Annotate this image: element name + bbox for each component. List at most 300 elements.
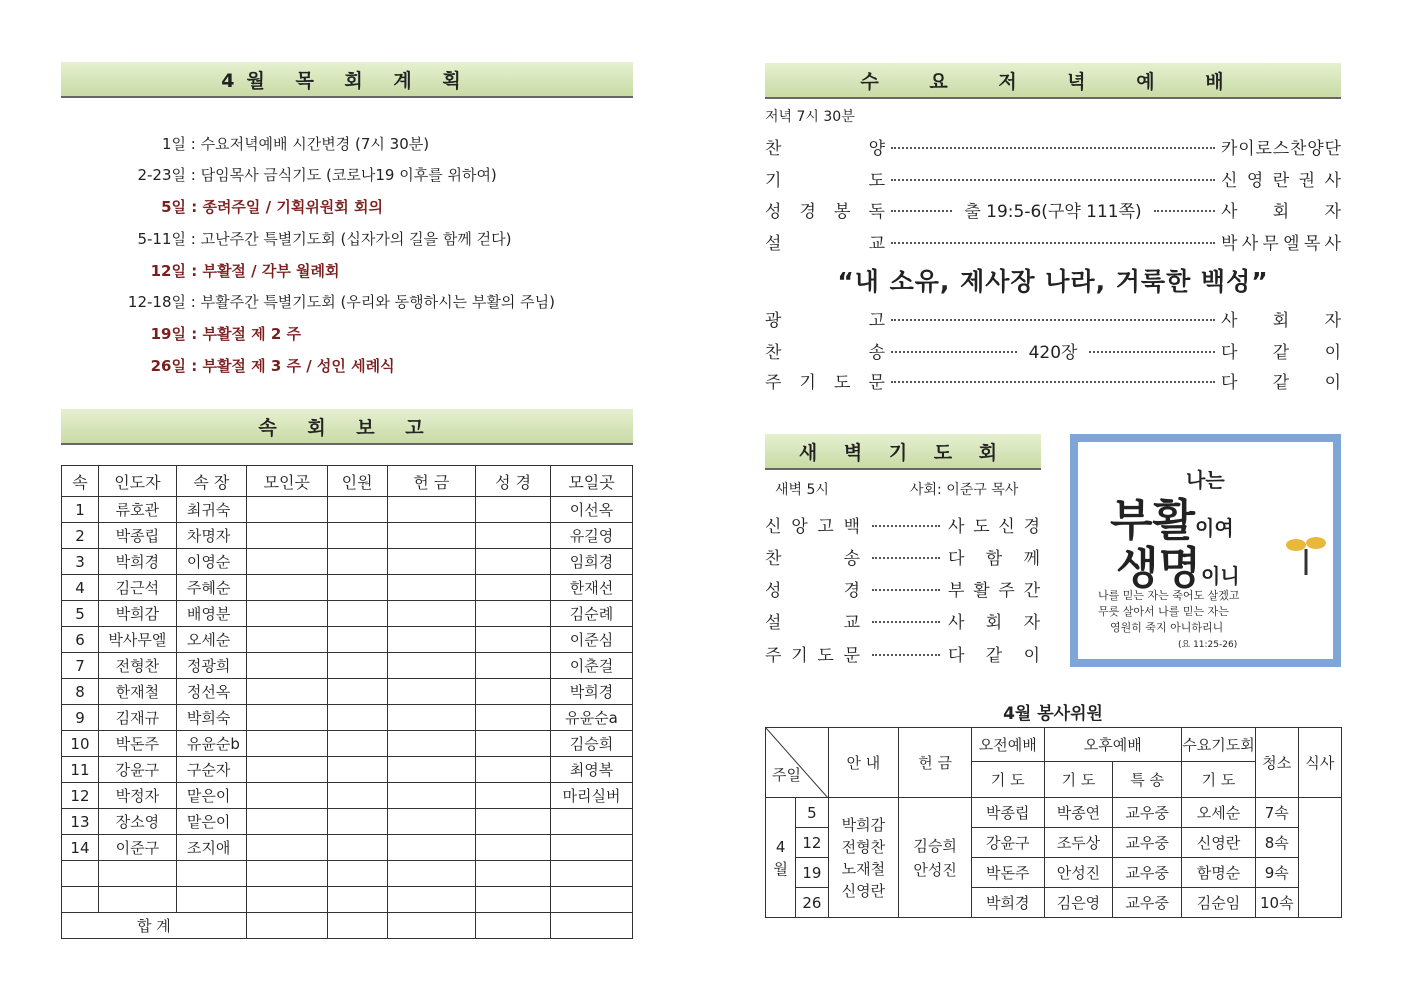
dot-leader bbox=[891, 147, 1215, 149]
pm-header: 오후예배 bbox=[1044, 728, 1181, 762]
sokhoe-row bbox=[62, 627, 633, 653]
sokhoe-header-cell: 모인곳 bbox=[246, 466, 327, 497]
worship-line bbox=[765, 134, 1341, 159]
wed-pray-cell: 함명순 bbox=[1181, 858, 1255, 888]
sokhoe-cell bbox=[246, 731, 327, 757]
am-pray-header: 기 도 bbox=[971, 762, 1044, 798]
worship-line bbox=[765, 197, 1341, 222]
sokhoe-cell bbox=[387, 523, 476, 549]
dawn-title: 새 벽 기 도 회 bbox=[765, 434, 1041, 470]
sokhoe-cell: 4 bbox=[62, 575, 99, 601]
offering-cell: 김승희 안성진 bbox=[899, 798, 972, 918]
sokhoe-cell bbox=[387, 809, 476, 835]
plan-text: 담임목사 금식기도 (코로나19 이후를 위하여) bbox=[200, 166, 497, 184]
dawn-right: 다 같 이 bbox=[948, 646, 1040, 666]
plan-sep: : bbox=[186, 135, 201, 153]
plan-sep: : bbox=[186, 325, 203, 343]
sokhoe-header-cell: 속 bbox=[62, 466, 99, 497]
sokhoe-cell bbox=[476, 679, 551, 705]
sokhoe-cell: 강윤구 bbox=[98, 757, 176, 783]
sokhoe-cell bbox=[327, 627, 387, 653]
meal-cell bbox=[1298, 798, 1342, 918]
guide-cell: 박희감 전형찬 노재철 신영란 bbox=[828, 798, 899, 918]
sokhoe-cell bbox=[327, 601, 387, 627]
sokhoe-cell: 유윤순a bbox=[551, 705, 633, 731]
sokhoe-cell: 이영순 bbox=[176, 549, 246, 575]
sokhoe-row bbox=[62, 731, 633, 757]
dawn-line bbox=[765, 512, 1040, 537]
special-cell: 교우중 bbox=[1113, 858, 1182, 888]
sokhoe-cell bbox=[327, 653, 387, 679]
worship-label: 주 기 도 문 bbox=[765, 373, 885, 393]
sokhoe-cell: 5 bbox=[62, 601, 99, 627]
dawn-line bbox=[765, 608, 1040, 633]
pm-pray-cell: 김은영 bbox=[1044, 888, 1113, 918]
offering-header: 헌 금 bbox=[899, 728, 972, 798]
plan-text: 부활절 제 2 주 bbox=[202, 325, 302, 343]
meal-header: 식사 bbox=[1298, 728, 1342, 798]
worship-mid: 420장 bbox=[1028, 343, 1078, 363]
sokhoe-cell: 최영복 bbox=[551, 757, 633, 783]
plan-sep: : bbox=[186, 357, 203, 375]
sokhoe-cell: 10 bbox=[62, 731, 99, 757]
sokhoe-row bbox=[62, 783, 633, 809]
sokhoe-cell: 마리실버 bbox=[551, 783, 633, 809]
wednesday-title: 수 요 저 녁 예 배 bbox=[765, 63, 1341, 99]
sokhoe-cell bbox=[327, 809, 387, 835]
sokhoe-row bbox=[62, 757, 633, 783]
dot-leader bbox=[891, 242, 1215, 244]
sokhoe-cell: 박사무엘 bbox=[98, 627, 176, 653]
plan-sep: : bbox=[186, 293, 201, 311]
clean-cell: 8속 bbox=[1256, 828, 1298, 858]
sokhoe-cell bbox=[327, 497, 387, 523]
sokhoe-cell: 오세순 bbox=[176, 627, 246, 653]
sokhoe-cell: 박돈주 bbox=[98, 731, 176, 757]
sokhoe-cell bbox=[476, 549, 551, 575]
sokhoe-cell bbox=[327, 679, 387, 705]
sokhoe-cell bbox=[246, 497, 327, 523]
sokhoe-cell bbox=[246, 653, 327, 679]
sokhoe-cell bbox=[387, 757, 476, 783]
sokhoe-cell: 박희경 bbox=[98, 549, 176, 575]
sokhoe-cell bbox=[246, 601, 327, 627]
pm-pray-cell: 안성진 bbox=[1044, 858, 1113, 888]
dawn-line bbox=[765, 641, 1040, 666]
day-cell: 12 bbox=[796, 828, 828, 858]
am-pray-cell: 박희경 bbox=[971, 888, 1044, 918]
plan-item bbox=[60, 228, 511, 249]
sokhoe-cell bbox=[476, 497, 551, 523]
sokhoe-cell bbox=[476, 731, 551, 757]
am-pray-cell: 박돈주 bbox=[971, 858, 1044, 888]
sokhoe-row bbox=[62, 497, 633, 523]
dawn-line bbox=[765, 576, 1040, 601]
sokhoe-cell bbox=[387, 575, 476, 601]
am-pray-cell: 박종립 bbox=[971, 798, 1044, 828]
sokhoe-header-cell: 인원 bbox=[327, 466, 387, 497]
dawn-label: 찬 송 bbox=[765, 549, 860, 569]
poster-verse2: 무릇 살아서 나를 믿는 자는 bbox=[1098, 605, 1229, 618]
worship-label: 기 도 bbox=[765, 171, 885, 191]
sokhoe-cell: 11 bbox=[62, 757, 99, 783]
dot-leader bbox=[872, 557, 940, 559]
sokhoe-cell bbox=[476, 601, 551, 627]
sokhoe-cell bbox=[246, 523, 327, 549]
plan-date: 1일 bbox=[161, 135, 186, 153]
sokhoe-cell: 김근석 bbox=[98, 575, 176, 601]
sokhoe-cell: 14 bbox=[62, 835, 99, 861]
sokhoe-cell bbox=[387, 705, 476, 731]
dot-leader bbox=[891, 351, 1017, 353]
sokhoe-cell: 이춘걸 bbox=[551, 653, 633, 679]
sokhoe-cell bbox=[327, 705, 387, 731]
am-header: 오전예배 bbox=[971, 728, 1044, 762]
worship-label: 찬 양 bbox=[765, 139, 885, 159]
dawn-label: 설 교 bbox=[765, 613, 860, 633]
sokhoe-cell bbox=[327, 549, 387, 575]
worship-right: 사 회 자 bbox=[1221, 311, 1341, 331]
wed-pray-cell: 오세순 bbox=[1181, 798, 1255, 828]
sokhoe-cell: 박희감 bbox=[98, 601, 176, 627]
worship-label: 설 교 bbox=[765, 234, 885, 254]
dot-leader bbox=[872, 654, 940, 656]
sokhoe-cell bbox=[246, 887, 327, 913]
sokhoe-cell bbox=[476, 627, 551, 653]
sokhoe-cell bbox=[327, 523, 387, 549]
dawn-line bbox=[765, 544, 1040, 569]
plan-sep: : bbox=[186, 166, 201, 184]
sokhoe-cell bbox=[246, 835, 327, 861]
dot-leader bbox=[891, 319, 1215, 321]
sokhoe-total-cell bbox=[551, 913, 633, 939]
sokhoe-cell: 12 bbox=[62, 783, 99, 809]
clean-header: 청소 bbox=[1256, 728, 1298, 798]
sokhoe-row bbox=[62, 887, 633, 913]
plan-text: 수요저녁예배 시간변경 (7시 30분) bbox=[200, 135, 430, 153]
sokhoe-cell bbox=[476, 575, 551, 601]
sokhoe-cell: 7 bbox=[62, 653, 99, 679]
wed-pray-cell: 신영란 bbox=[1181, 828, 1255, 858]
sokhoe-cell bbox=[176, 861, 246, 887]
worship-right: 다 같 이 bbox=[1221, 373, 1341, 393]
wed-header: 수요기도회 bbox=[1181, 728, 1255, 762]
sokhoe-cell bbox=[387, 731, 476, 757]
sokhoe-cell: 최귀숙 bbox=[176, 497, 246, 523]
clean-cell: 9속 bbox=[1256, 858, 1298, 888]
sokhoe-total-cell bbox=[387, 913, 476, 939]
sokhoe-cell bbox=[387, 887, 476, 913]
sokhoe-cell bbox=[551, 861, 633, 887]
poster-verse1: 나를 믿는 자는 죽어도 살겠고 bbox=[1098, 589, 1240, 602]
dot-leader bbox=[872, 589, 940, 591]
service-week-header bbox=[766, 728, 829, 798]
sokhoe-cell bbox=[62, 887, 99, 913]
special-header: 특 송 bbox=[1113, 762, 1182, 798]
sokhoe-cell: 전형찬 bbox=[98, 653, 176, 679]
worship-right: 사 회 자 bbox=[1221, 202, 1341, 222]
sokhoe-cell bbox=[387, 549, 476, 575]
sokhoe-cell: 맡은이 bbox=[176, 809, 246, 835]
worship-label: 성 경 봉 독 bbox=[765, 202, 885, 222]
sokhoe-cell bbox=[246, 575, 327, 601]
sokhoe-cell bbox=[62, 861, 99, 887]
poster-verse3: 영원히 죽지 아니하리니 bbox=[1110, 621, 1224, 634]
dawn-time: 새벽 5시 bbox=[775, 482, 829, 498]
sokhoe-cell: 한재선 bbox=[551, 575, 633, 601]
sokhoe-cell bbox=[551, 835, 633, 861]
dot-leader bbox=[1089, 351, 1215, 353]
am-pray-cell: 강윤구 bbox=[971, 828, 1044, 858]
sokhoe-cell: 3 bbox=[62, 549, 99, 575]
poster-ref: (요 11:25-26) bbox=[1178, 640, 1238, 650]
sokhoe-cell: 이선옥 bbox=[551, 497, 633, 523]
plan-date: 12-18일 bbox=[127, 293, 186, 311]
sokhoe-cell bbox=[476, 887, 551, 913]
sokhoe-row bbox=[62, 809, 633, 835]
sokhoe-header-cell: 성 경 bbox=[476, 466, 551, 497]
plan-item bbox=[60, 133, 429, 154]
plan-sep: : bbox=[186, 198, 203, 216]
sokhoe-title: 속 회 보 고 bbox=[61, 409, 633, 445]
day-cell: 26 bbox=[796, 888, 828, 918]
sokhoe-cell bbox=[387, 861, 476, 887]
worship-line bbox=[765, 368, 1341, 393]
dot-leader bbox=[891, 381, 1215, 383]
sokhoe-cell: 김순례 bbox=[551, 601, 633, 627]
worship-line bbox=[765, 306, 1341, 331]
dot-leader bbox=[872, 621, 940, 623]
sokhoe-cell bbox=[387, 653, 476, 679]
sokhoe-cell bbox=[327, 887, 387, 913]
poster-line3a: 생명 bbox=[1116, 543, 1202, 594]
sokhoe-cell bbox=[387, 783, 476, 809]
sokhoe-cell: 유길영 bbox=[551, 523, 633, 549]
sokhoe-table bbox=[61, 465, 633, 939]
sokhoe-cell bbox=[327, 575, 387, 601]
sokhoe-cell bbox=[476, 705, 551, 731]
plan-sep: : bbox=[186, 230, 201, 248]
dawn-right: 사 도 신 경 bbox=[948, 517, 1040, 537]
sokhoe-total-cell bbox=[327, 913, 387, 939]
sokhoe-cell: 9 bbox=[62, 705, 99, 731]
sokhoe-cell bbox=[476, 835, 551, 861]
sokhoe-row bbox=[62, 835, 633, 861]
sokhoe-cell bbox=[327, 757, 387, 783]
plan-item bbox=[60, 355, 395, 376]
sokhoe-cell bbox=[476, 523, 551, 549]
plan-title: 4월 목 회 계 획 bbox=[61, 62, 633, 98]
wed-pray-header: 기 도 bbox=[1181, 762, 1255, 798]
sokhoe-header-cell: 모일곳 bbox=[551, 466, 633, 497]
sokhoe-cell bbox=[98, 887, 176, 913]
worship-right: 박 사 무 엘 목 사 bbox=[1221, 234, 1341, 254]
sokhoe-cell: 류호관 bbox=[98, 497, 176, 523]
sokhoe-cell bbox=[551, 887, 633, 913]
sokhoe-cell bbox=[387, 627, 476, 653]
sokhoe-row bbox=[62, 549, 633, 575]
worship-mid: 출 19:5-6(구약 111쪽) bbox=[964, 202, 1142, 222]
sokhoe-cell bbox=[387, 497, 476, 523]
sokhoe-cell bbox=[327, 861, 387, 887]
worship-right: 신 영 란 권 사 bbox=[1221, 171, 1341, 191]
wednesday-time: 저녁 7시 30분 bbox=[765, 109, 855, 125]
sokhoe-total-cell bbox=[246, 913, 327, 939]
poster-line3b: 이니 bbox=[1201, 564, 1240, 588]
sokhoe-header-cell: 속 장 bbox=[176, 466, 246, 497]
sokhoe-cell bbox=[476, 861, 551, 887]
dawn-host: 사회: 이준구 목사 bbox=[910, 482, 1019, 498]
sokhoe-cell: 이준심 bbox=[551, 627, 633, 653]
worship-line bbox=[765, 166, 1341, 191]
plan-item bbox=[60, 260, 340, 281]
sokhoe-cell: 주혜순 bbox=[176, 575, 246, 601]
dawn-label: 주 기 도 문 bbox=[765, 646, 860, 666]
diagonal-line bbox=[766, 728, 828, 798]
plan-text: 부활주간 특별기도회 (우리와 동행하시는 부활의 주님) bbox=[200, 293, 555, 311]
sokhoe-cell bbox=[246, 679, 327, 705]
worship-line bbox=[765, 229, 1341, 254]
sokhoe-cell bbox=[476, 809, 551, 835]
service-row bbox=[766, 798, 1342, 828]
plan-date: 5일 bbox=[161, 198, 186, 216]
sokhoe-row bbox=[62, 575, 633, 601]
dot-leader bbox=[872, 525, 940, 527]
sokhoe-cell bbox=[176, 887, 246, 913]
sokhoe-cell bbox=[551, 809, 633, 835]
sokhoe-cell: 박정자 bbox=[98, 783, 176, 809]
day-cell: 19 bbox=[796, 858, 828, 888]
sokhoe-total-label: 합 계 bbox=[62, 913, 247, 939]
sokhoe-cell: 2 bbox=[62, 523, 99, 549]
plan-date: 12일 bbox=[150, 262, 186, 280]
sokhoe-cell bbox=[246, 627, 327, 653]
worship-label: 찬 송 bbox=[765, 343, 885, 363]
sokhoe-cell: 맡은이 bbox=[176, 783, 246, 809]
sokhoe-cell: 장소영 bbox=[98, 809, 176, 835]
dawn-right: 사 회 자 bbox=[948, 613, 1040, 633]
easter-poster bbox=[1070, 434, 1341, 667]
dot-leader bbox=[891, 210, 952, 212]
plan-date: 2-23일 bbox=[137, 166, 186, 184]
sokhoe-cell: 1 bbox=[62, 497, 99, 523]
dawn-right: 부 활 주 간 bbox=[948, 581, 1040, 601]
sokhoe-row bbox=[62, 861, 633, 887]
pm-pray-header: 기 도 bbox=[1044, 762, 1113, 798]
clean-cell: 10속 bbox=[1256, 888, 1298, 918]
dawn-right: 다 함 께 bbox=[948, 549, 1040, 569]
sokhoe-cell bbox=[246, 757, 327, 783]
sokhoe-row bbox=[62, 523, 633, 549]
sokhoe-cell bbox=[387, 601, 476, 627]
dot-leader bbox=[1154, 210, 1215, 212]
sokhoe-cell: 이준구 bbox=[98, 835, 176, 861]
sokhoe-cell bbox=[246, 861, 327, 887]
sokhoe-cell bbox=[246, 549, 327, 575]
sokhoe-header-cell: 인도자 bbox=[98, 466, 176, 497]
sokhoe-cell: 한재철 bbox=[98, 679, 176, 705]
sokhoe-cell bbox=[327, 835, 387, 861]
wed-pray-cell: 김순임 bbox=[1181, 888, 1255, 918]
sokhoe-cell: 박종립 bbox=[98, 523, 176, 549]
sokhoe-cell bbox=[246, 783, 327, 809]
plan-text: 부활절 제 3 주 / 성인 세례식 bbox=[202, 357, 395, 375]
sokhoe-row bbox=[62, 679, 633, 705]
special-cell: 교우중 bbox=[1113, 798, 1182, 828]
sokhoe-cell bbox=[327, 783, 387, 809]
sokhoe-cell bbox=[476, 757, 551, 783]
sermon-title: “내 소유, 제사장 나라, 거룩한 백성” bbox=[837, 267, 1269, 296]
plan-item bbox=[60, 164, 497, 185]
sokhoe-cell bbox=[246, 809, 327, 835]
service-title: 4월 봉사위원 bbox=[1003, 704, 1103, 724]
worship-label: 광 고 bbox=[765, 311, 885, 331]
sokhoe-cell: 정선옥 bbox=[176, 679, 246, 705]
pm-pray-cell: 조두상 bbox=[1044, 828, 1113, 858]
sokhoe-cell: 유윤순b bbox=[176, 731, 246, 757]
sokhoe-cell bbox=[327, 731, 387, 757]
sokhoe-cell: 김재규 bbox=[98, 705, 176, 731]
sokhoe-total-cell bbox=[476, 913, 551, 939]
sokhoe-cell bbox=[387, 679, 476, 705]
worship-line bbox=[765, 338, 1341, 363]
sokhoe-cell: 임희경 bbox=[551, 549, 633, 575]
sokhoe-header-row bbox=[62, 466, 633, 497]
sokhoe-cell bbox=[98, 861, 176, 887]
clean-cell: 7속 bbox=[1256, 798, 1298, 828]
sokhoe-cell: 김승희 bbox=[551, 731, 633, 757]
sokhoe-row bbox=[62, 601, 633, 627]
plan-date: 5-11일 bbox=[137, 230, 186, 248]
dawn-label: 성 경 bbox=[765, 581, 860, 601]
poster-line1: 나는 bbox=[1186, 468, 1225, 492]
sokhoe-total-row bbox=[62, 913, 633, 939]
worship-right: 다 같 이 bbox=[1221, 343, 1341, 363]
sokhoe-cell: 배영분 bbox=[176, 601, 246, 627]
plan-text: 종려주일 / 기획위원회 회의 bbox=[202, 198, 383, 216]
plan-text: 부활절 / 각부 월례회 bbox=[202, 262, 340, 280]
sokhoe-cell bbox=[476, 783, 551, 809]
special-cell: 교우중 bbox=[1113, 888, 1182, 918]
sokhoe-header-cell: 헌 금 bbox=[387, 466, 476, 497]
plan-date: 26일 bbox=[150, 357, 186, 375]
dawn-label: 신 앙 고 백 bbox=[765, 517, 860, 537]
poster-line2b: 이여 bbox=[1195, 516, 1234, 540]
sokhoe-row bbox=[62, 705, 633, 731]
sokhoe-cell: 차명자 bbox=[176, 523, 246, 549]
sokhoe-cell bbox=[476, 653, 551, 679]
sokhoe-cell: 13 bbox=[62, 809, 99, 835]
sokhoe-cell: 구순자 bbox=[176, 757, 246, 783]
worship-right: 카 이 로 스 찬 양 단 bbox=[1221, 139, 1341, 159]
sokhoe-cell: 조지애 bbox=[176, 835, 246, 861]
plan-item bbox=[60, 196, 383, 217]
sokhoe-cell: 6 bbox=[62, 627, 99, 653]
sokhoe-cell bbox=[387, 835, 476, 861]
plan-item bbox=[60, 291, 555, 312]
sokhoe-cell: 8 bbox=[62, 679, 99, 705]
day-cell: 5 bbox=[796, 798, 828, 828]
sokhoe-cell: 정광희 bbox=[176, 653, 246, 679]
sprout-icon bbox=[1286, 527, 1326, 577]
sokhoe-row bbox=[62, 653, 633, 679]
dot-leader bbox=[891, 179, 1215, 181]
service-table bbox=[765, 727, 1342, 918]
sokhoe-cell: 박희숙 bbox=[176, 705, 246, 731]
month-cell: 4 월 bbox=[766, 798, 796, 918]
guide-header: 안 내 bbox=[828, 728, 899, 798]
week-label: 주일 bbox=[772, 766, 801, 784]
